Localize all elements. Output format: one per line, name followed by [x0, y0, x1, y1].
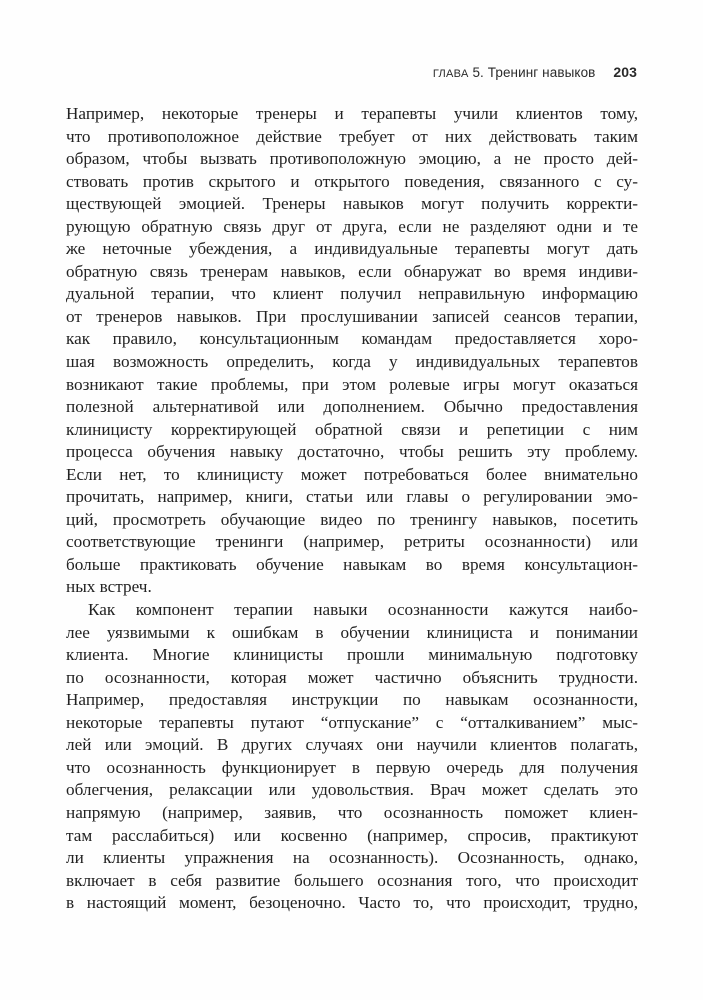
text-line: включает в себя развитие большего осознания того, что происходит: [66, 870, 638, 890]
text-line: лее уязвимыми к ошибкам в обучении клинициста и понимании: [66, 622, 638, 642]
text-line: клиента. Многие клиницисты прошли минимальную подготовку: [66, 645, 638, 665]
text-line: возникают такие проблемы, при этом ролевые игры могут оказаться: [66, 374, 638, 394]
chapter-title: 5. Тренинг навыков: [472, 65, 596, 80]
text-line: дуальной терапии, что клиент получил неправильную информацию: [66, 284, 638, 304]
text-line: ществующей эмоцией. Тренеры навыков могут получить корректи-: [66, 194, 638, 214]
text-line: напрямую (например, заявив, что осознанность поможет клиен-: [66, 802, 638, 822]
text-line: некоторые терапевты путают “отпускание” с “отталкиванием” мыс-: [66, 712, 638, 732]
text-line: рующую обратную связь друг от друга, если не разделяют одни и те: [66, 216, 638, 236]
text-line: ций, просмотреть обучающие видео по тренингу навыков, посетить: [66, 509, 638, 529]
text-line: образом, чтобы вызвать противоположную эмоцию, а не просто дей-: [66, 149, 638, 169]
text-line: как правило, консультационным командам предоставляется хоро-: [66, 329, 638, 349]
text-line: что осознанность функционирует в первую очередь для получения: [66, 757, 638, 777]
paragraph: [66, 599, 638, 915]
text-line: больше практиковать обучение навыкам во время консультацион-: [66, 554, 638, 574]
text-line: что противоположное действие требует от них действовать таким: [66, 126, 638, 146]
text-line: от тренеров навыков. При прослушивании записей сеансов терапии,: [66, 306, 638, 326]
text-line: шая возможность определить, когда у индивидуальных терапевтов: [66, 352, 638, 372]
text-line: же неточные убеждения, а индивидуальные терапевты могут дать: [66, 239, 638, 259]
text-line: облегчения, релаксации или удовольствия. Врач может сделать это: [66, 780, 638, 800]
text-line: ли клиенты упражнения на осознанность). Осознанность, однако,: [66, 848, 638, 868]
text-line: лей или эмоций. В других случаях они научили клиентов полагать,: [66, 735, 638, 755]
text-line: соответствующие тренинги (например, ретриты осознанности) или: [66, 532, 638, 552]
text-line: прочитать, например, книги, статьи или главы о регулировании эмо-: [66, 487, 638, 507]
text-line: там расслабиться) или косвенно (например, спросив, практикуют: [66, 825, 638, 845]
text-line: в настоящий момент, безоценочно. Часто то, что происходит, трудно,: [66, 893, 638, 913]
text-line: ных встреч.: [66, 577, 152, 597]
text-line: ствовать против скрытого и открытого поведения, связанного с су-: [66, 171, 638, 191]
paragraph: [66, 103, 638, 599]
body-text: [66, 103, 638, 915]
text-line: Если нет, то клиницисту может потребоваться более внимательно: [66, 464, 638, 484]
page-number: 203: [613, 64, 637, 80]
running-header: [433, 64, 637, 80]
text-line: Например, некоторые тренеры и терапевты учили клиентов тому,: [66, 104, 638, 123]
text-line: полезной альтернативой или дополнением. Обычно предоставления: [66, 397, 638, 417]
text-line: процесса обучения навыку достаточно, чтобы решить эту проблему.: [66, 442, 638, 462]
text-line: обратную связь тренерам навыков, если обнаружат во время индиви-: [66, 261, 638, 281]
text-line: по осознанности, которая может частично объяснить трудности.: [66, 667, 638, 687]
text-line: клиницисту корректирующей обратной связи и репетиции с ним: [66, 419, 638, 439]
text-line: Как компонент терапии навыки осознанности кажутся наибо-: [88, 600, 638, 620]
chapter-prefix: ГЛАВА: [432, 68, 469, 80]
text-line: Например, предоставляя инструкции по навыкам осознанности,: [66, 690, 638, 710]
